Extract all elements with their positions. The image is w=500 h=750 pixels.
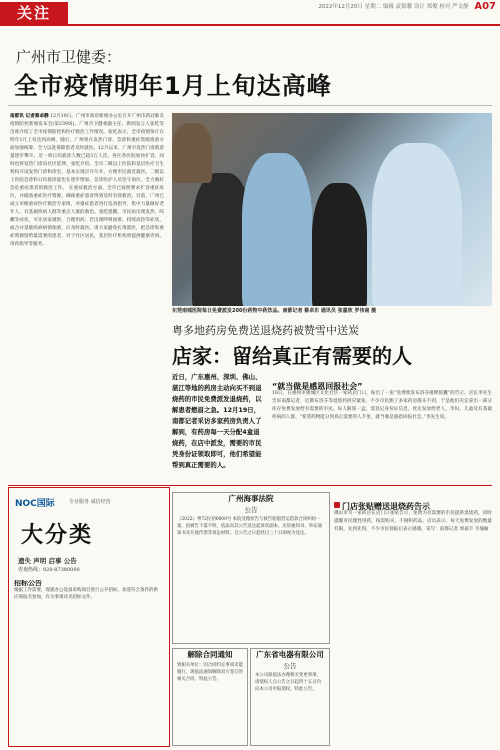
court-notice-sub: 公告	[244, 506, 258, 514]
news-photo	[172, 113, 492, 306]
ad-big-title: 大分类	[21, 523, 94, 548]
contract-notice-title: 解除合同通知	[187, 650, 233, 659]
contract-notice-body: 致相关单位：因合同约定事项未能履行，现依法通知解除双方签订的相关合同，特此公告。	[177, 663, 243, 682]
court-notice-body: （2022）粤72民初0000号 本院受理原告与被告船舶营运借款合同纠纷一案，因被告下落不明，依法向其公告送达起诉状副本、应诉通知书、举证通知书及开庭传票等诉讼材料。自公告之日起经过三十日即视为送达。	[177, 517, 322, 536]
page-number: A07	[474, 1, 496, 12]
dateline-text: 2022年12月20日 星期二 编辑 袁锦馨 设计 郑俊 校对 严文静	[318, 4, 469, 10]
dateline	[70, 2, 496, 12]
section-divider	[8, 485, 492, 486]
ad-logo: NOC国际	[15, 499, 55, 509]
article2-headline: 店家：留给真正有需要的人	[172, 344, 412, 368]
article1-byline: 南都讯 记者蔡卓静	[10, 114, 49, 119]
contract-notice	[172, 648, 248, 746]
article1-headline: 全市疫情明年1月上旬达高峰	[14, 72, 332, 100]
ad-header	[9, 488, 169, 553]
header-bar	[0, 0, 500, 22]
article2-subhead: 粤多地药房免费送退烧药被赞雪中送炭	[172, 324, 359, 337]
article1-col2: 在重症救治方面，全市已按照要求扩容重症床位，并储备重症医疗资源，确保重症患者得到及时有效救治。目前，广州已成立市级重症医疗救治专家组，对重症患者进行巡查指导，集中力量做好老年人、有基础疾病人群等重点人群的救治。张屹提醒，市民如出现发热、咳嗽等症状，可先居家观察，合理用药；若出现呼吸困难、持续高热等症状，或合并基础疾病病情加重，应及时就医。请大家避免扎堆就医，把急诊和重症资源留给最需要的患者。对于社区居民，基层医疗机构将提供健康咨询、用药指导等服务。	[10, 186, 164, 247]
sec1-title: “就当做是感恩回报社会”	[272, 382, 363, 391]
article1-body	[10, 113, 164, 483]
sec1-body: 18日，在惠州市惠城区文化社区一家药店门口，贴出了一张“免费派发布洛芬缓释胶囊”的告示。店长李先生告诉南都记者，近期布洛芬等退烧药供应紧张，不少市民跑了多家药房都买不到，于是他们决定拿出一部分库存免费发放给有需要的市民。每人限领一盒，需登记身份证信息，优先发放给老人、孕妇、儿童及有基础疾病的人群。“希望药物能分到真正需要的人手里，就当做是感恩回报社会。”李先生说。	[272, 391, 492, 420]
photo-figure	[242, 153, 312, 306]
header-rule	[0, 24, 500, 26]
article1-col1: 12月19日，广州市政府新闻办公室召开广州市新冠肺炎疫情防控新闻发布会(第239场)。广州市卫健委副主任、新闻发言人张屹等出席介绍了全市疫情防控和医疗救治工作情况。张屹表示，全市疫情预计在明年1月上旬达到高峰，随后，广州将在发热门诊、急诊和重症资源准备方面加强统筹，全力以赴保障患者及时就医。12月以来，广州市发热门诊就诊量逐步攀升，近一周日均就诊人数已超3万人次，各区各医院加快扩容，同时也将发热门诊向社区延伸。张屹介绍，全市二级以上医院和基层医疗卫生机构开设发热门诊和诊室，基本实现应开尽开，方便市民就近就医。二级以上医院急诊科日均接诊量也在逐步增加，急诊医护人员坚守岗位，全力做好急危重症患者的救治工作。	[10, 114, 164, 191]
tender-notice	[14, 580, 162, 740]
ad-subtitle: 遗失 声明 启事 公告	[18, 557, 77, 565]
company-notice-body: 本公司拟依法办理相关变更事项，请债权人自公告之日起四十五日内向本公司申报债权，特此公告。	[255, 673, 321, 692]
article1-kicker: 广州市卫健委：	[16, 48, 122, 66]
tender-body: 根据工作需要，现就办公设备采购项目进行公开招标，欢迎符合条件的供应商报名参加，有关事项详见招标文件。	[14, 588, 158, 600]
article2-lead: 近日，广东惠州、深圳、佛山、湛江等地的药房主动向买不到退烧药的市民免费派发退烧药，以解患者燃眉之急。12月19日，南都记者采访多家药房负责人了解到，有药房每一天分配4盒退烧药，在店中派发，需要的市民凭身份证领取即可，他们希望能帮到真正需要的人。	[172, 373, 262, 469]
company-notice	[250, 648, 330, 746]
ad-phone: 咨询热线：020-87380000	[18, 567, 80, 573]
court-notice	[172, 492, 330, 644]
sec2-body: 佛山市另一家药店在店门口张贴告示，免费为有需要的市民提供退烧药，同时提醒市民理性用药，按需购买，不囤积药品。店员表示，每天免费发放的数量有限，先到先得，不少市民领取后表示感谢。采写：南都记者 周嘉丰 韦瑜颖	[334, 511, 492, 532]
photo-figure	[312, 183, 367, 306]
sec2-title: 门店张贴赠送退烧药告示	[342, 502, 430, 511]
photo-figure	[372, 143, 462, 306]
divider	[8, 105, 492, 106]
photo-caption: 东莞南城医院每日免费派发200份药物中药饮品。南都记者 蔡卓东 通讯员 张嘉欣 罗伟南 摄	[172, 308, 377, 314]
company-notice-title: 广东省电器有限公司	[256, 650, 324, 659]
photo-figure	[172, 123, 212, 183]
tender-title: 招标公告	[14, 580, 42, 587]
court-notice-title: 广州海事法院	[228, 494, 274, 503]
section-tag: 关注	[0, 2, 68, 24]
ad-slogan: 专业服务 诚信经营	[69, 499, 111, 505]
company-notice-sub: 公告	[283, 662, 297, 670]
square-bullet-icon	[334, 502, 340, 508]
